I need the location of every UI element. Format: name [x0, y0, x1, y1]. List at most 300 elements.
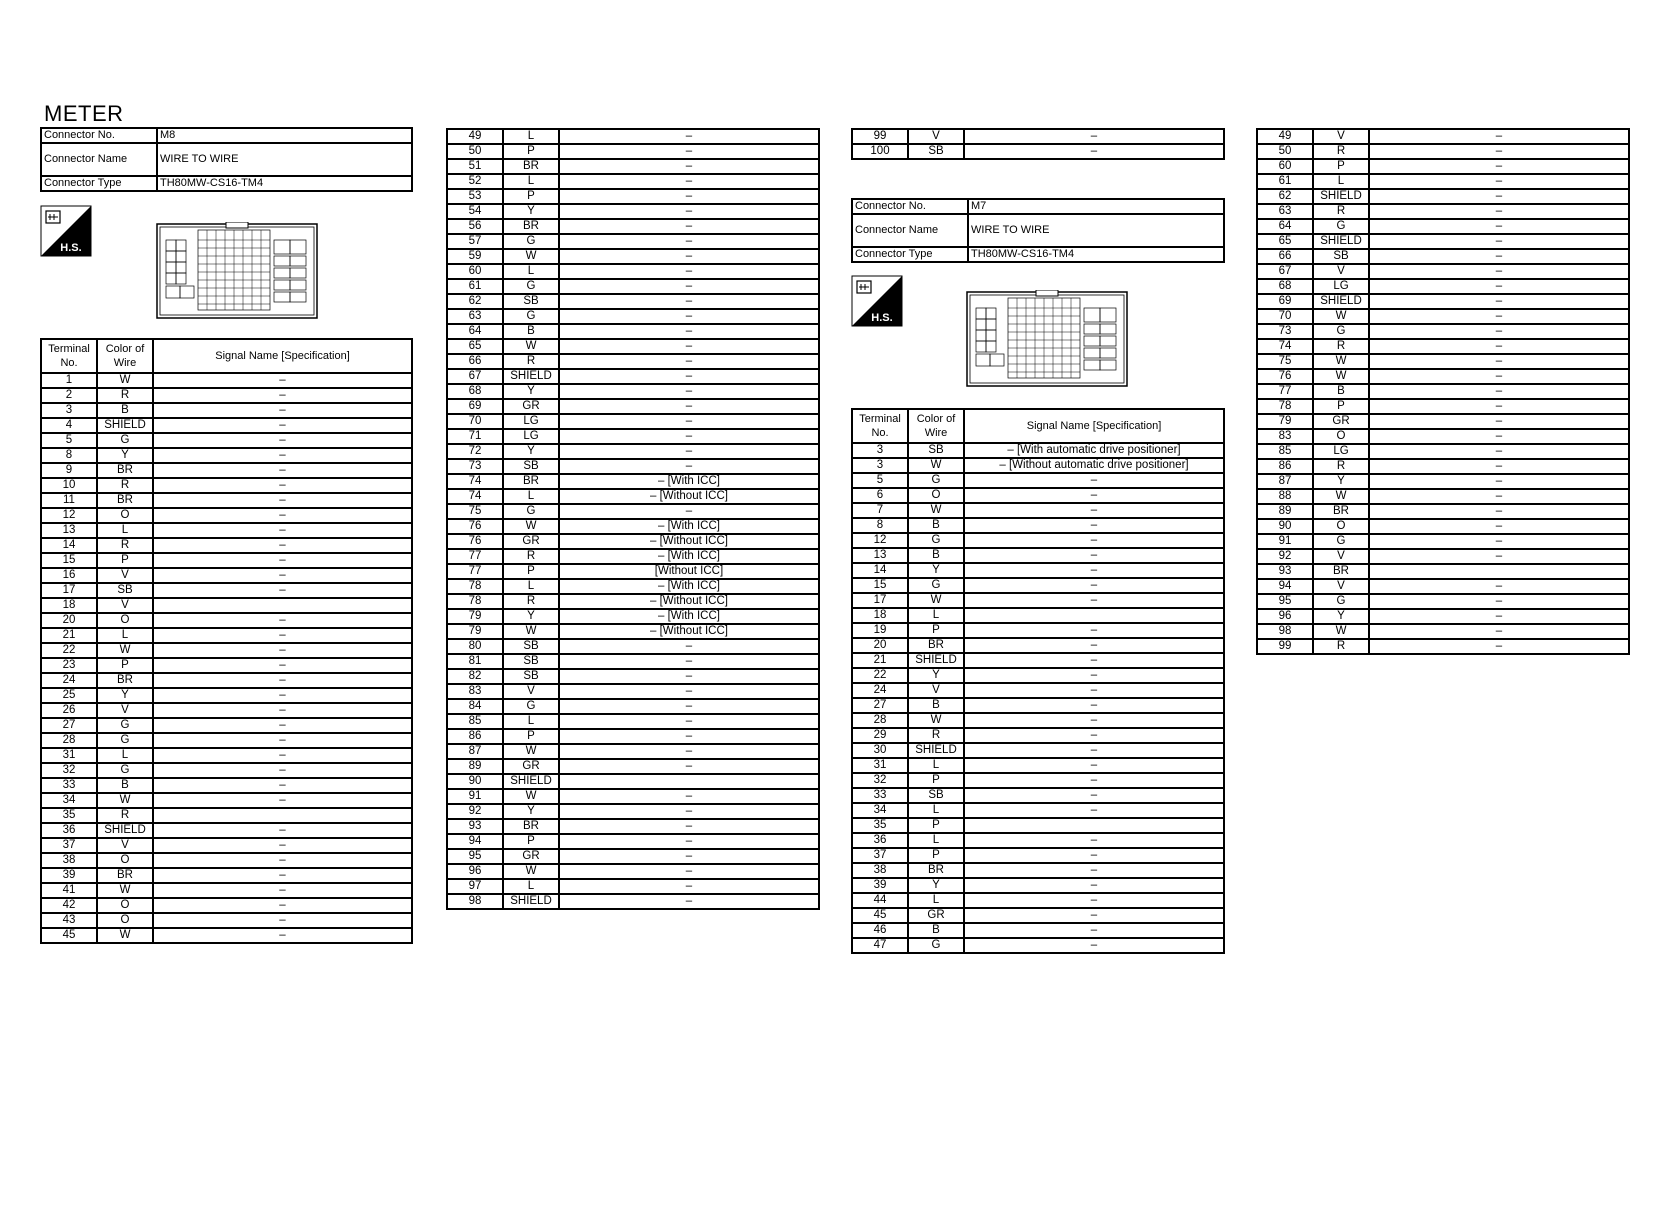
- wire-color-cell: O: [97, 613, 153, 628]
- table-row: [447, 639, 819, 654]
- table-row: [1257, 249, 1629, 264]
- signal-name-cell: –: [1369, 279, 1629, 294]
- signal-name-cell: –: [153, 448, 412, 463]
- m8-info-table: [40, 127, 413, 192]
- signal-name-cell: –: [153, 913, 412, 928]
- wire-color-cell: V: [97, 568, 153, 583]
- signal-name-cell: –: [559, 324, 819, 339]
- terminal-header: Terminal No.: [41, 339, 97, 373]
- signal-name-cell: –: [1369, 519, 1629, 534]
- table-row: [1257, 264, 1629, 279]
- signal-header: Signal Name [Specification]: [964, 409, 1224, 443]
- table-row: [1257, 234, 1629, 249]
- wire-color-cell: W: [503, 789, 559, 804]
- signal-name-cell: –: [559, 444, 819, 459]
- table-row: [41, 403, 412, 418]
- signal-name-cell: –: [559, 864, 819, 879]
- table-row: [447, 249, 819, 264]
- signal-name-cell: [1369, 564, 1629, 579]
- wire-color-cell: W: [1313, 369, 1369, 384]
- m8-connector-face: [156, 222, 318, 322]
- table-row: [447, 789, 819, 804]
- terminal-cell: 69: [447, 399, 503, 414]
- terminal-cell: 85: [1257, 444, 1313, 459]
- wire-color-cell: R: [1313, 204, 1369, 219]
- wire-color-cell: R: [1313, 144, 1369, 159]
- wire-color-cell: BR: [97, 868, 153, 883]
- wire-color-cell: L: [503, 174, 559, 189]
- wire-color-cell: L: [908, 758, 964, 773]
- table-row: [447, 279, 819, 294]
- wire-color-cell: BR: [97, 493, 153, 508]
- info-value: TH80MW-CS16-TM4: [157, 176, 412, 191]
- table-row: [447, 234, 819, 249]
- wire-color-cell: SB: [503, 639, 559, 654]
- signal-name-cell: –: [559, 759, 819, 774]
- signal-name-cell: –: [559, 414, 819, 429]
- table-row: [41, 478, 412, 493]
- terminal-cell: 33: [41, 778, 97, 793]
- signal-name-cell: –: [964, 743, 1224, 758]
- table-row: [41, 598, 412, 613]
- table-row: [447, 894, 819, 909]
- terminal-cell: 28: [852, 713, 908, 728]
- table-row: [41, 373, 412, 388]
- terminal-cell: 76: [447, 519, 503, 534]
- terminal-cell: 74: [447, 474, 503, 489]
- signal-name-cell: –: [1369, 534, 1629, 549]
- wire-color-cell: G: [1313, 594, 1369, 609]
- wire-color-cell: SHIELD: [908, 743, 964, 758]
- table-row: [852, 653, 1224, 668]
- table-row: [41, 493, 412, 508]
- info-label: Connector Name: [852, 214, 968, 247]
- terminal-cell: 53: [447, 189, 503, 204]
- table-row: [852, 713, 1224, 728]
- terminal-cell: 79: [447, 624, 503, 639]
- signal-name-cell: –: [153, 493, 412, 508]
- wire-color-cell: L: [503, 489, 559, 504]
- terminal-cell: 83: [1257, 429, 1313, 444]
- terminal-cell: 39: [41, 868, 97, 883]
- wire-color-cell: R: [97, 478, 153, 493]
- terminal-cell: 64: [1257, 219, 1313, 234]
- signal-name-cell: –: [153, 643, 412, 658]
- table-row: [1257, 519, 1629, 534]
- table-row: [41, 448, 412, 463]
- table-row: [447, 759, 819, 774]
- table-row: [41, 913, 412, 928]
- wire-color-cell: SB: [908, 788, 964, 803]
- table-row: [852, 503, 1224, 518]
- terminal-cell: 3: [852, 458, 908, 473]
- terminal-cell: 13: [41, 523, 97, 538]
- terminal-cell: 94: [1257, 579, 1313, 594]
- table-row: [41, 583, 412, 598]
- table-row: [447, 804, 819, 819]
- signal-name-cell: –: [1369, 489, 1629, 504]
- signal-name-cell: –: [153, 778, 412, 793]
- terminal-cell: 73: [447, 459, 503, 474]
- wire-color-cell: W: [908, 458, 964, 473]
- terminal-cell: 77: [447, 564, 503, 579]
- terminal-cell: 15: [852, 578, 908, 593]
- table-row: [41, 778, 412, 793]
- wire-color-cell: LG: [503, 414, 559, 429]
- terminal-cell: 65: [447, 339, 503, 354]
- signal-name-cell: –: [1369, 399, 1629, 414]
- signal-name-cell: –: [964, 758, 1224, 773]
- table-row: [41, 433, 412, 448]
- signal-name-cell: –: [153, 418, 412, 433]
- table-row: [852, 773, 1224, 788]
- signal-name-cell: –: [964, 488, 1224, 503]
- wire-color-cell: V: [908, 683, 964, 698]
- table-row: [447, 504, 819, 519]
- wire-color-cell: GR: [503, 849, 559, 864]
- terminal-cell: 60: [1257, 159, 1313, 174]
- table-row: [852, 608, 1224, 623]
- table-row: [1257, 594, 1629, 609]
- wire-color-cell: O: [97, 853, 153, 868]
- signal-name-cell: –: [153, 718, 412, 733]
- signal-name-cell: –: [153, 853, 412, 868]
- table-row: [1257, 354, 1629, 369]
- terminal-cell: 70: [1257, 309, 1313, 324]
- wire-color-cell: Y: [908, 668, 964, 683]
- table-row: [1257, 159, 1629, 174]
- table-row: [1257, 534, 1629, 549]
- wire-color-cell: W: [97, 883, 153, 898]
- wire-color-cell: W: [503, 624, 559, 639]
- m8-pin-table-2: [446, 128, 820, 910]
- signal-name-cell: –: [559, 144, 819, 159]
- table-row: [41, 928, 412, 943]
- wire-color-cell: SHIELD: [1313, 294, 1369, 309]
- signal-name-cell: [559, 774, 819, 789]
- signal-name-cell: –: [964, 893, 1224, 908]
- table-row: [447, 399, 819, 414]
- wire-color-cell: G: [1313, 219, 1369, 234]
- table-row: [41, 838, 412, 853]
- table-row: [41, 523, 412, 538]
- terminal-cell: 7: [852, 503, 908, 518]
- signal-name-cell: –: [153, 403, 412, 418]
- signal-name-cell: –: [964, 713, 1224, 728]
- table-row: [41, 568, 412, 583]
- wire-color-cell: BR: [97, 673, 153, 688]
- terminal-cell: 42: [41, 898, 97, 913]
- wire-color-cell: G: [97, 763, 153, 778]
- terminal-cell: 92: [1257, 549, 1313, 564]
- table-row: [447, 774, 819, 789]
- table-row: [447, 324, 819, 339]
- info-value: TH80MW-CS16-TM4: [968, 247, 1224, 262]
- terminal-cell: 68: [1257, 279, 1313, 294]
- terminal-cell: 99: [852, 129, 908, 144]
- signal-name-cell: –: [964, 129, 1224, 144]
- wire-color-cell: R: [97, 808, 153, 823]
- table-row: [447, 129, 819, 144]
- wire-color-cell: V: [1313, 264, 1369, 279]
- wire-color-cell: Y: [97, 688, 153, 703]
- harness-side-icon: [40, 205, 92, 257]
- terminal-cell: 79: [447, 609, 503, 624]
- signal-name-cell: – [With ICC]: [559, 609, 819, 624]
- signal-name-cell: –: [964, 923, 1224, 938]
- signal-name-cell: –: [559, 339, 819, 354]
- table-row: [447, 864, 819, 879]
- terminal-cell: 13: [852, 548, 908, 563]
- signal-name-cell: –: [559, 369, 819, 384]
- table-row: [41, 418, 412, 433]
- signal-name-cell: –: [153, 583, 412, 598]
- wire-color-cell: W: [97, 643, 153, 658]
- terminal-cell: 37: [852, 848, 908, 863]
- table-row: [447, 369, 819, 384]
- terminal-cell: 36: [852, 833, 908, 848]
- signal-name-cell: –: [153, 373, 412, 388]
- terminal-cell: 62: [447, 294, 503, 309]
- wire-color-cell: BR: [503, 159, 559, 174]
- wire-color-cell: P: [503, 564, 559, 579]
- signal-name-cell: –: [964, 593, 1224, 608]
- wire-color-cell: G: [1313, 534, 1369, 549]
- terminal-cell: 4: [41, 418, 97, 433]
- m7-connector-face: [966, 290, 1128, 390]
- signal-name-cell: –: [559, 894, 819, 909]
- wire-color-cell: P: [908, 848, 964, 863]
- signal-name-cell: –: [153, 688, 412, 703]
- signal-name-cell: –: [1369, 129, 1629, 144]
- table-row: [447, 489, 819, 504]
- table-row: [1257, 444, 1629, 459]
- signal-name-cell: – [Without ICC]: [559, 489, 819, 504]
- wire-color-cell: V: [1313, 129, 1369, 144]
- table-row: [447, 564, 819, 579]
- terminal-cell: 8: [41, 448, 97, 463]
- terminal-cell: 11: [41, 493, 97, 508]
- signal-name-cell: –: [559, 459, 819, 474]
- terminal-cell: 88: [1257, 489, 1313, 504]
- wire-color-cell: P: [908, 623, 964, 638]
- wire-color-cell: SHIELD: [908, 653, 964, 668]
- table-row: [447, 699, 819, 714]
- wire-color-cell: W: [503, 339, 559, 354]
- wire-color-cell: P: [503, 189, 559, 204]
- table-row: [1257, 399, 1629, 414]
- wire-color-cell: L: [503, 714, 559, 729]
- wire-color-cell: P: [503, 834, 559, 849]
- wire-color-cell: G: [908, 938, 964, 953]
- terminal-cell: 91: [447, 789, 503, 804]
- table-row: [852, 458, 1224, 473]
- signal-name-cell: –: [153, 523, 412, 538]
- wire-color-cell: W: [908, 503, 964, 518]
- signal-name-cell: –: [153, 928, 412, 943]
- terminal-cell: 96: [447, 864, 503, 879]
- terminal-cell: 90: [1257, 519, 1313, 534]
- terminal-cell: 12: [852, 533, 908, 548]
- wire-color-cell: W: [1313, 489, 1369, 504]
- signal-name-cell: –: [559, 159, 819, 174]
- info-row: [852, 247, 1224, 262]
- terminal-cell: 68: [447, 384, 503, 399]
- terminal-cell: 85: [447, 714, 503, 729]
- terminal-cell: 22: [852, 668, 908, 683]
- terminal-cell: 22: [41, 643, 97, 658]
- signal-name-cell: –: [1369, 219, 1629, 234]
- wire-color-cell: SB: [503, 294, 559, 309]
- signal-name-cell: –: [559, 429, 819, 444]
- wire-color-cell: SB: [908, 443, 964, 458]
- terminal-cell: 8: [852, 518, 908, 533]
- table-row: [852, 533, 1224, 548]
- terminal-cell: 78: [1257, 399, 1313, 414]
- terminal-cell: 95: [447, 849, 503, 864]
- table-row: [41, 658, 412, 673]
- signal-name-cell: –: [153, 388, 412, 403]
- terminal-cell: 34: [41, 793, 97, 808]
- signal-name-cell: –: [1369, 159, 1629, 174]
- table-row: [447, 579, 819, 594]
- wire-color-cell: SB: [908, 144, 964, 159]
- table-row: [447, 714, 819, 729]
- terminal-cell: 67: [1257, 264, 1313, 279]
- wire-color-cell: Y: [1313, 474, 1369, 489]
- table-row: [41, 883, 412, 898]
- wire-color-cell: Y: [908, 878, 964, 893]
- signal-name-cell: –: [559, 234, 819, 249]
- table-row: [447, 444, 819, 459]
- signal-name-cell: –: [153, 433, 412, 448]
- signal-name-cell: –: [153, 478, 412, 493]
- terminal-cell: 82: [447, 669, 503, 684]
- table-row: [1257, 189, 1629, 204]
- wire-color-cell: W: [908, 713, 964, 728]
- terminal-cell: 93: [1257, 564, 1313, 579]
- table-row: [852, 938, 1224, 953]
- terminal-cell: 49: [447, 129, 503, 144]
- table-row: [852, 518, 1224, 533]
- wire-color-cell: W: [503, 249, 559, 264]
- table-row: [447, 654, 819, 669]
- table-row: [852, 833, 1224, 848]
- wire-color-cell: L: [908, 833, 964, 848]
- m7-pin-table-1: [851, 408, 1225, 954]
- terminal-cell: 27: [41, 718, 97, 733]
- wire-color-cell: SHIELD: [1313, 189, 1369, 204]
- signal-name-cell: –: [559, 834, 819, 849]
- table-row: [1257, 204, 1629, 219]
- terminal-cell: 25: [41, 688, 97, 703]
- wire-color-cell: GR: [908, 908, 964, 923]
- terminal-cell: 38: [41, 853, 97, 868]
- signal-name-cell: –: [1369, 429, 1629, 444]
- wire-color-cell: BR: [503, 474, 559, 489]
- wire-color-cell: W: [908, 593, 964, 608]
- wire-color-cell: BR: [503, 219, 559, 234]
- terminal-cell: 61: [447, 279, 503, 294]
- signal-name-cell: –: [964, 698, 1224, 713]
- info-row: [41, 143, 412, 176]
- table-row: [41, 748, 412, 763]
- hs-label: H.S.: [60, 242, 82, 254]
- wire-color-cell: SB: [97, 583, 153, 598]
- terminal-cell: 74: [447, 489, 503, 504]
- table-row: [447, 474, 819, 489]
- signal-header: Signal Name [Specification]: [153, 339, 412, 373]
- terminal-cell: 32: [41, 763, 97, 778]
- wire-color-cell: B: [908, 923, 964, 938]
- table-row: [41, 643, 412, 658]
- table-row: [1257, 324, 1629, 339]
- terminal-cell: 63: [447, 309, 503, 324]
- terminal-cell: 37: [41, 838, 97, 853]
- wire-color-cell: Y: [503, 444, 559, 459]
- wire-color-cell: V: [503, 684, 559, 699]
- table-row: [447, 684, 819, 699]
- signal-name-cell: –: [964, 668, 1224, 683]
- signal-name-cell: –: [964, 623, 1224, 638]
- wire-color-cell: P: [503, 144, 559, 159]
- terminal-cell: 31: [852, 758, 908, 773]
- signal-name-cell: –: [1369, 264, 1629, 279]
- wire-color-cell: G: [503, 309, 559, 324]
- signal-name-cell: –: [153, 748, 412, 763]
- signal-name-cell: –: [1369, 339, 1629, 354]
- table-row: [1257, 549, 1629, 564]
- terminal-cell: 61: [1257, 174, 1313, 189]
- table-row: [447, 459, 819, 474]
- table-row: [1257, 219, 1629, 234]
- wire-color-cell: BR: [908, 638, 964, 653]
- signal-name-cell: –: [964, 144, 1224, 159]
- terminal-cell: 33: [852, 788, 908, 803]
- signal-name-cell: –: [1369, 609, 1629, 624]
- terminal-cell: 45: [852, 908, 908, 923]
- wire-color-cell: G: [908, 533, 964, 548]
- wire-color-cell: V: [97, 598, 153, 613]
- table-row: [852, 668, 1224, 683]
- wire-color-cell: R: [1313, 339, 1369, 354]
- table-row: [852, 593, 1224, 608]
- terminal-cell: 73: [1257, 324, 1313, 339]
- table-row: [1257, 369, 1629, 384]
- terminal-cell: 29: [852, 728, 908, 743]
- terminal-cell: 36: [41, 823, 97, 838]
- signal-name-cell: –: [964, 548, 1224, 563]
- signal-name-cell: –: [1369, 384, 1629, 399]
- wire-color-cell: L: [503, 579, 559, 594]
- signal-name-cell: –: [964, 728, 1224, 743]
- signal-name-cell: –: [153, 553, 412, 568]
- terminal-cell: 75: [1257, 354, 1313, 369]
- terminal-cell: 54: [447, 204, 503, 219]
- signal-name-cell: –: [153, 763, 412, 778]
- signal-name-cell: –: [964, 938, 1224, 953]
- signal-name-cell: –: [964, 848, 1224, 863]
- signal-name-cell: –: [964, 533, 1224, 548]
- table-row: [1257, 174, 1629, 189]
- table-row: [41, 388, 412, 403]
- wire-color-cell: O: [1313, 429, 1369, 444]
- wire-color-cell: G: [1313, 324, 1369, 339]
- signal-name-cell: –: [1369, 324, 1629, 339]
- terminal-cell: 100: [852, 144, 908, 159]
- terminal-cell: 80: [447, 639, 503, 654]
- wire-color-cell: L: [908, 608, 964, 623]
